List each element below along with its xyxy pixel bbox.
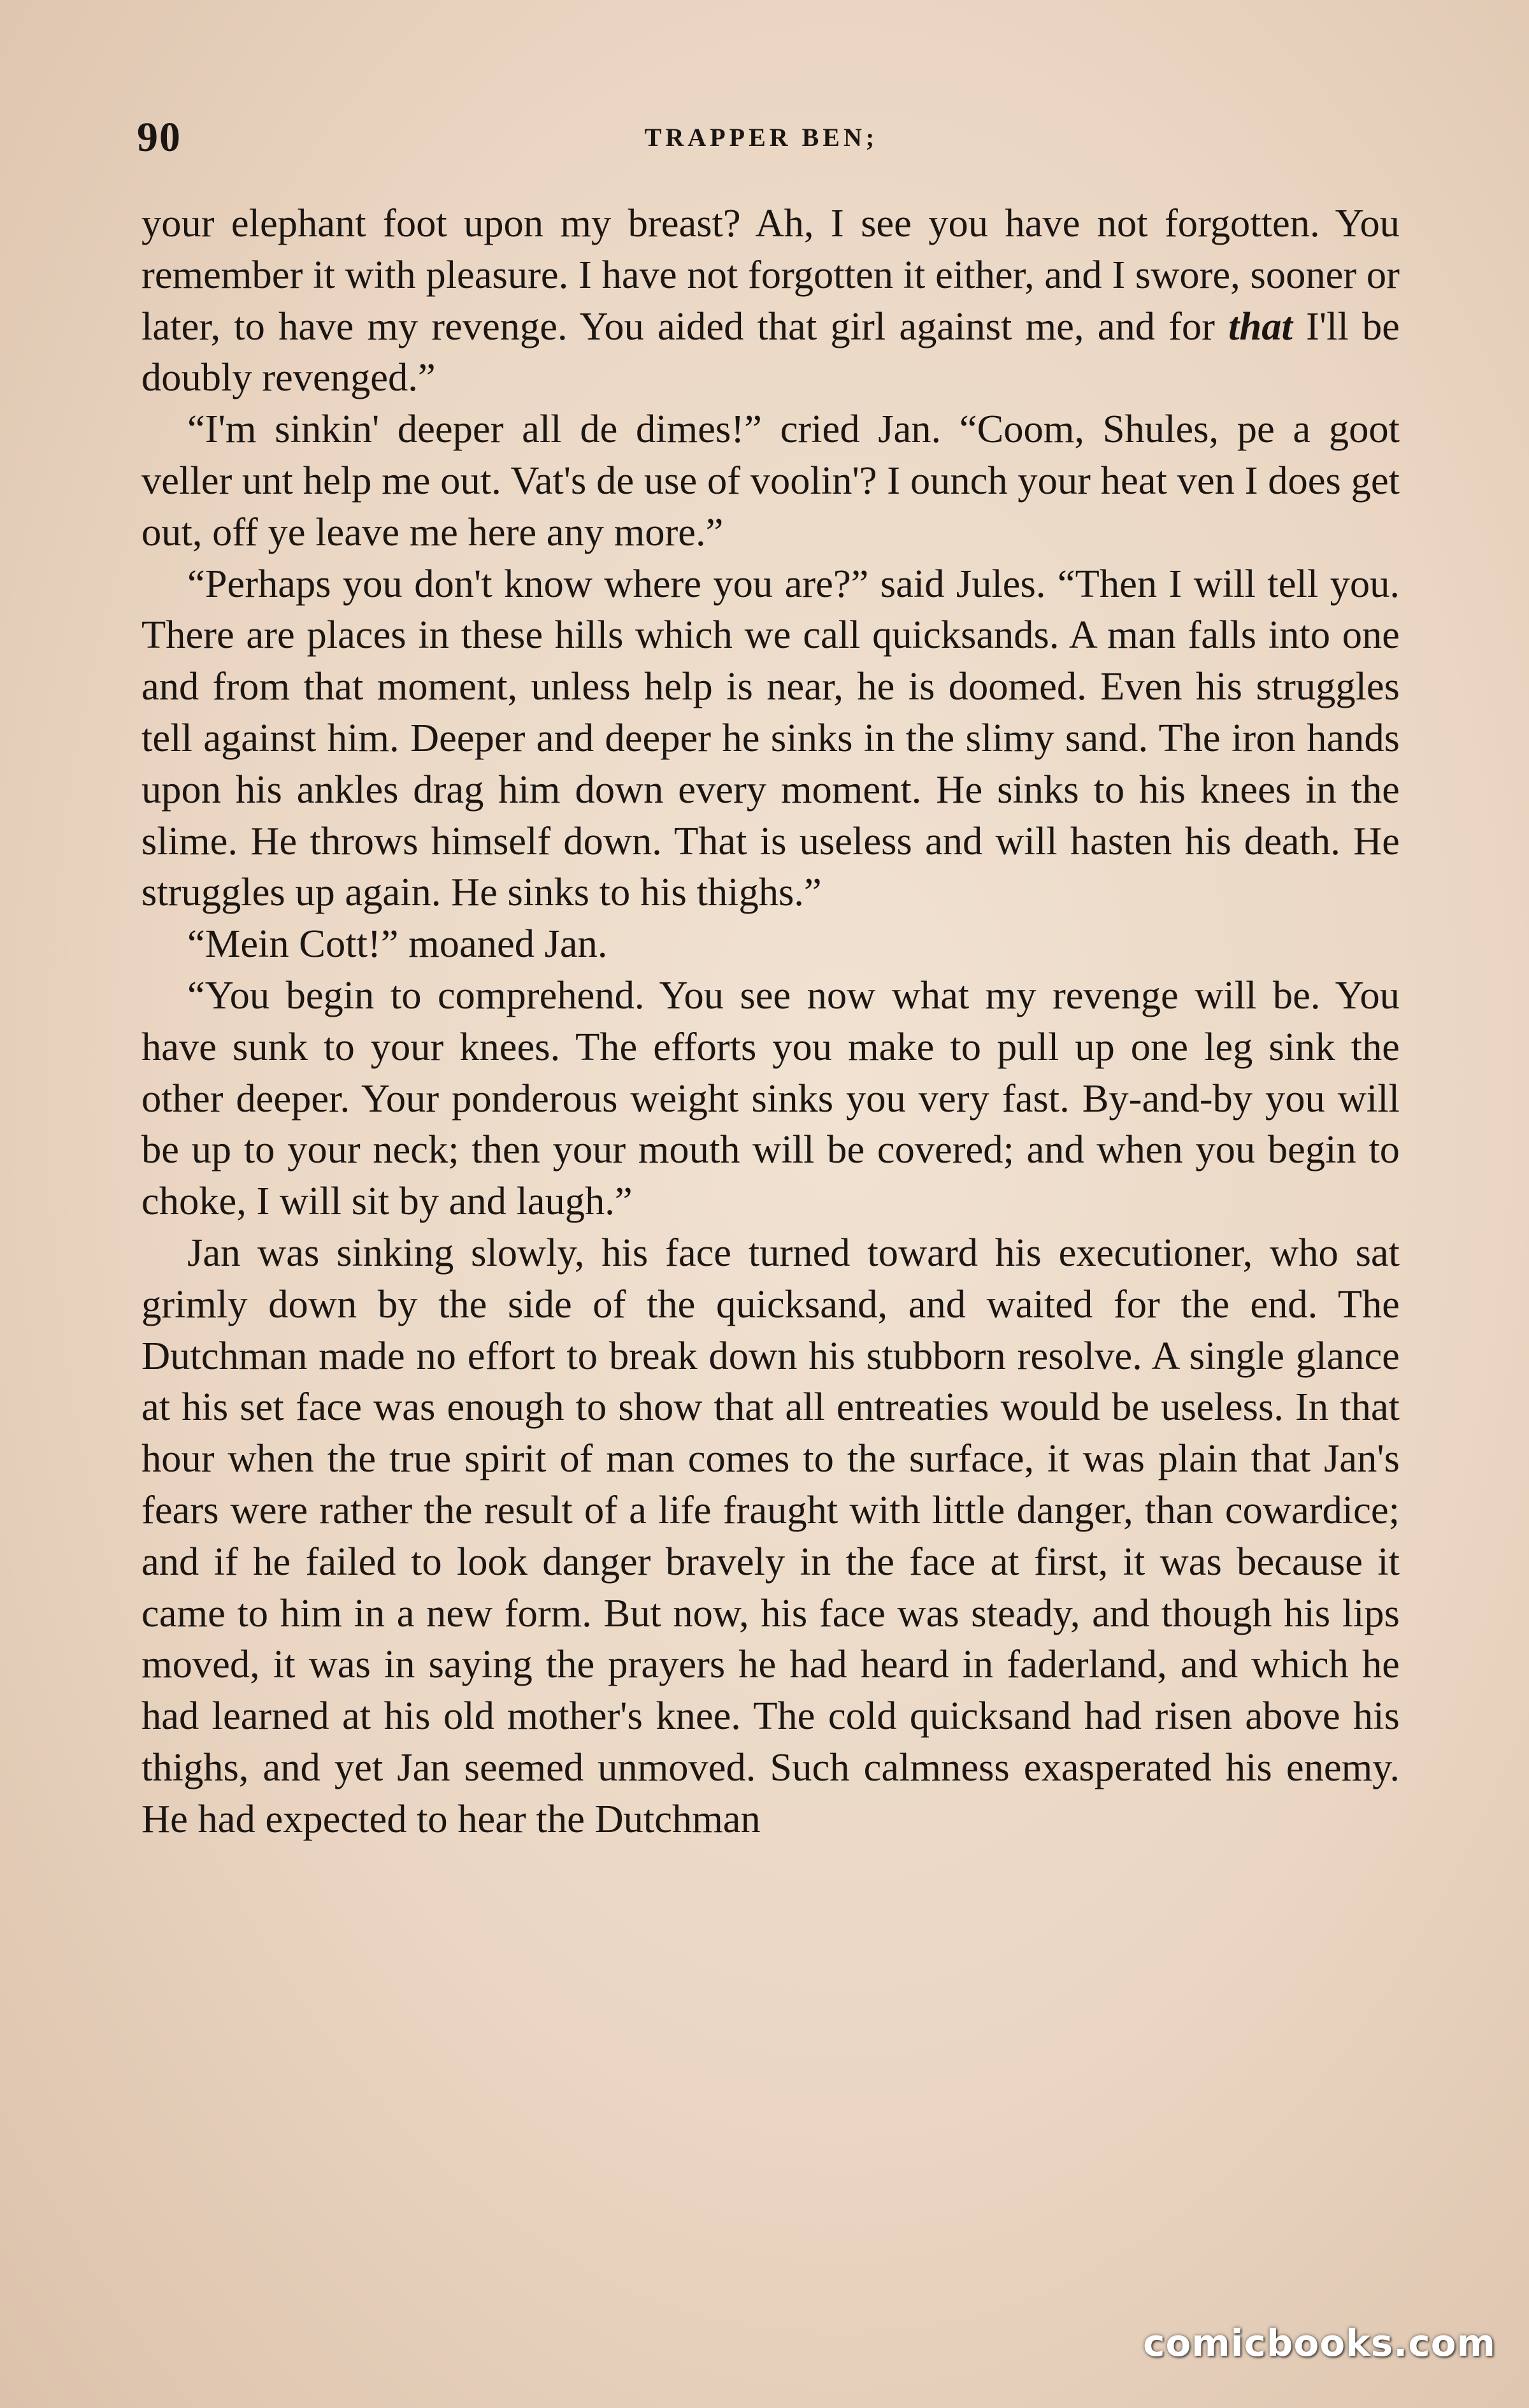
- paragraph-6: Jan was sinking slowly, his face turned toward his executioner, who sat grimly down by the side of the quicksand, and waited for the end. The Dutchman made no effort to break down his stubborn resolve. A single glance at his set face was enough to show that all entreaties would be useless. In that hour when the true spirit of man comes to the surface, it was plain that Jan's fears were rather the result of a life fraught with little danger, than cowardice; and if he failed to look danger bravely in the face at first, it was because it came to him in a new form. But now, his face was steady, and though his lips moved, it was in saying the prayers he had heard in faderland, and which he had learned at his old mother's knee. The cold quicksand had risen above his thighs, and yet Jan seemed unmoved. Such calmness exasperated his enemy. He had expected to hear the Dutchman: [141, 1229, 1400, 1841]
- paragraph-1-end: I'll be doubly revenged.”: [141, 303, 1400, 400]
- site-watermark: comicbooks.com: [1143, 2321, 1496, 2365]
- paragraph-1: [141, 197, 1400, 403]
- page-header: [137, 113, 1386, 171]
- paragraph-3: “Perhaps you don't know where you are?” said Jules. “Then I will tell you. There are places in these hills which we call quicksands. A man falls into one and from that moment, unless help is near, he is doomed. Even his struggles tell against him. Deeper and deeper he sinks in the slimy sand. The iron hands upon his ankles drag him down every moment. He sinks to his knees in the slime. He throws himself down. That is useless and will hasten his death. He struggles up again. He sinks to his thighs.”: [141, 561, 1400, 915]
- emphasized-word: that: [1228, 303, 1293, 348]
- body-text: [141, 197, 1400, 1845]
- paragraph-2: “I'm sinkin' deeper all de dimes!” cried Jan. “Coom, Shules, pe a goot veller unt help me out. Vat's de use of voolin'? I ounch your heat ven I does get out, off ye leave me here any more.”: [141, 406, 1400, 554]
- paragraph-4: “Mein Cott!” moaned Jan.: [187, 921, 608, 966]
- paragraph-1-start: your elephant foot upon my breast? Ah, I see you have not forgotten. You remember it with pleasure. I have not forgotten it either, and I swore, sooner or later, to have my revenge. You aided that girl against me, and for: [141, 201, 1400, 348]
- running-head: TRAPPER BEN;: [644, 123, 879, 152]
- page-number: 90: [137, 114, 182, 161]
- paragraph-5: “You begin to comprehend. You see now what my revenge will be. You have sunk to your knees. The efforts you make to pull up one leg sink the other deeper. Your ponderous weight sinks you very fast. By-and-by you will be up to your neck; then your mouth will be covered; and when you begin to choke, I will sit by and laugh.”: [141, 972, 1400, 1224]
